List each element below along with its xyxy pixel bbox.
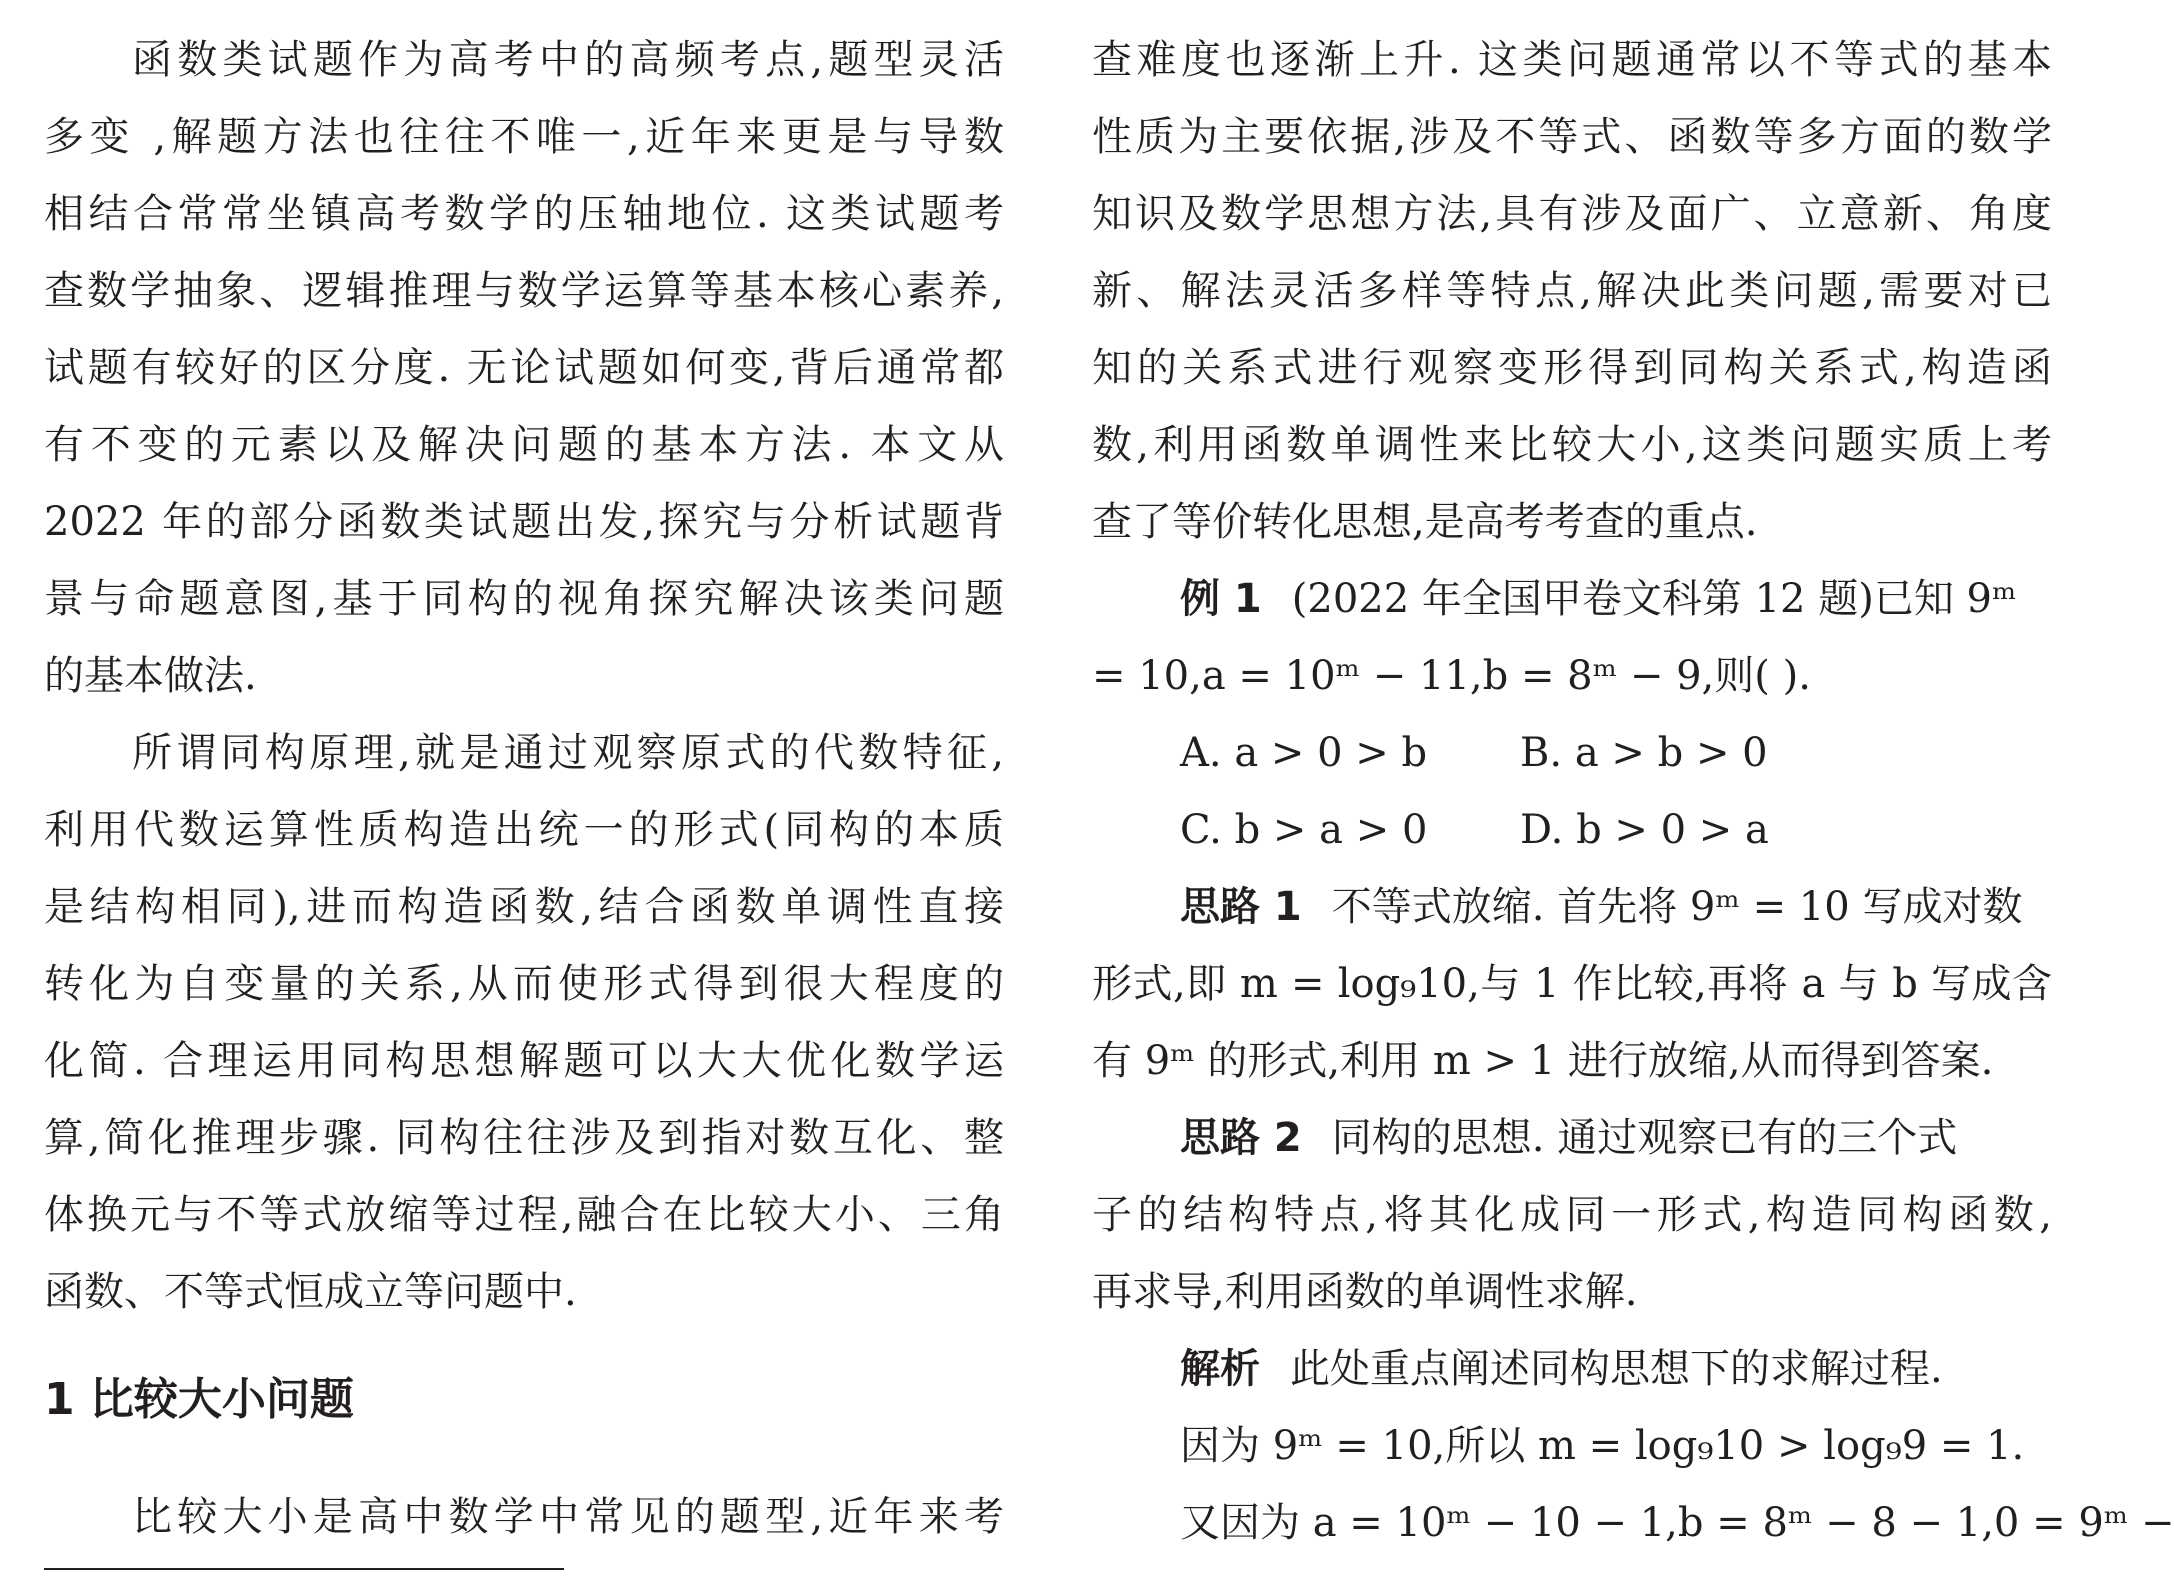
- idea1-line: [1092, 873, 2052, 950]
- text-line: 查了等价转化思想,是高考考查的重点.: [1092, 499, 1758, 545]
- example-line: [1092, 565, 2052, 642]
- option-c: C. b > a > 0: [1180, 807, 1428, 853]
- text-line: 新、解法灵活多样等特点,解决此类问题,需要对已: [1092, 268, 2052, 314]
- text-line: 有不变的元素以及解决问题的基本方法. 本文从: [44, 422, 1004, 468]
- right-column: [1092, 26, 2175, 1566]
- option-a: A. a > 0 > b: [1180, 730, 1428, 776]
- option-b: B. a > b > 0: [1520, 730, 1768, 776]
- text-line: 函数类试题作为高考中的高频考点,题型灵活: [132, 37, 1004, 83]
- text-line: 的基本做法.: [44, 653, 257, 699]
- idea1-text: 不等式放缩. 首先将 9ᵐ = 10 写成对数: [1331, 884, 2023, 930]
- text-line: 比较大小是高中数学中常见的题型,近年来考: [132, 1494, 1004, 1540]
- text-line: 体换元与不等式放缩等过程,融合在比较大小、三角: [44, 1192, 1004, 1238]
- example-line: = 10,a = 10ᵐ − 11,b = 8ᵐ − 9,则( ).: [1092, 653, 1811, 699]
- text-line: 查数学抽象、逻辑推理与数学运算等基本核心素养,: [44, 268, 1004, 314]
- text-line: 所谓同构原理,就是通过观察原式的代数特征,: [132, 730, 1004, 776]
- text-line: 相结合常常坐镇高考数学的压轴地位. 这类试题考: [44, 191, 1004, 237]
- left-column: [44, 26, 1004, 1560]
- text-line: 多变 ,解题方法也往往不唯一,近年来更是与导数: [44, 114, 1004, 160]
- solution-text: 此处重点阐述同构思想下的求解过程.: [1290, 1346, 1943, 1392]
- text-line: 子的结构特点,将其化成同一形式,构造同构函数,: [1092, 1192, 2052, 1238]
- text-line: 因为 9ᵐ = 10,所以 m = log₉10 > log₉9 = 1.: [1180, 1423, 2025, 1469]
- text-line: 函数、不等式恒成立等问题中.: [44, 1269, 577, 1315]
- text-line: 知的关系式进行观察变形得到同构关系式,构造函: [1092, 345, 2052, 391]
- text-line: 性质为主要依据,涉及不等式、函数等多方面的数学: [1092, 114, 2052, 160]
- section-heading: 1 比较大小问题: [44, 1374, 354, 1425]
- solution-line: [1092, 1335, 2052, 1412]
- text-line: 再求导,利用函数的单调性求解.: [1092, 1269, 1638, 1315]
- text-line: 景与命题意图,基于同构的视角探究解决该类问题: [44, 576, 1004, 622]
- idea1-label: 思路 1: [1180, 884, 1302, 930]
- text-line: 算,简化推理步骤. 同构往往涉及到指对数互化、整: [44, 1115, 1004, 1161]
- text-line: 2022 年的部分函数类试题出发,探究与分析试题背: [44, 499, 1004, 545]
- example-label: 例 1: [1180, 576, 1262, 622]
- text-line: 知识及数学思想方法,具有涉及面广、立意新、角度: [1092, 191, 2052, 237]
- text-line: 有 9ᵐ 的形式,利用 m > 1 进行放缩,从而得到答案.: [1092, 1038, 1994, 1084]
- idea2-label: 思路 2: [1180, 1115, 1302, 1161]
- footnote-divider: [44, 1568, 564, 1570]
- option-d: D. b > 0 > a: [1520, 807, 1769, 853]
- text-line: 利用代数运算性质构造出统一的形式(同构的本质: [44, 807, 1004, 853]
- options-row: [1092, 796, 2052, 873]
- text-line: 形式,即 m = log₉10,与 1 作比较,再将 a 与 b 写成含: [1092, 961, 2052, 1007]
- text-line: 转化为自变量的关系,从而使形式得到很大程度的: [44, 961, 1004, 1007]
- options-row: [1092, 719, 2052, 796]
- text-line: 又因为 a = 10ᵐ − 10 − 1,b = 8ᵐ − 8 − 1,0 = 9ᵐ −: [1180, 1500, 2175, 1546]
- text-line: 化简. 合理运用同构思想解题可以大大优化数学运: [44, 1038, 1004, 1084]
- text-line: 查难度也逐渐上升. 这类问题通常以不等式的基本: [1092, 37, 2052, 83]
- text-line: 是结构相同),进而构造函数,结合函数单调性直接: [44, 884, 1004, 930]
- idea2-text: 同构的思想. 通过观察已有的三个式: [1331, 1115, 1958, 1161]
- text-line: 数,利用函数单调性来比较大小,这类问题实质上考: [1092, 422, 2052, 468]
- example-text: (2022 年全国甲卷文科第 12 题)已知 9ᵐ: [1291, 576, 2017, 622]
- idea2-line: [1092, 1104, 2052, 1181]
- text-line: 试题有较好的区分度. 无论试题如何变,背后通常都: [44, 345, 1004, 391]
- solution-label: 解析: [1180, 1346, 1260, 1392]
